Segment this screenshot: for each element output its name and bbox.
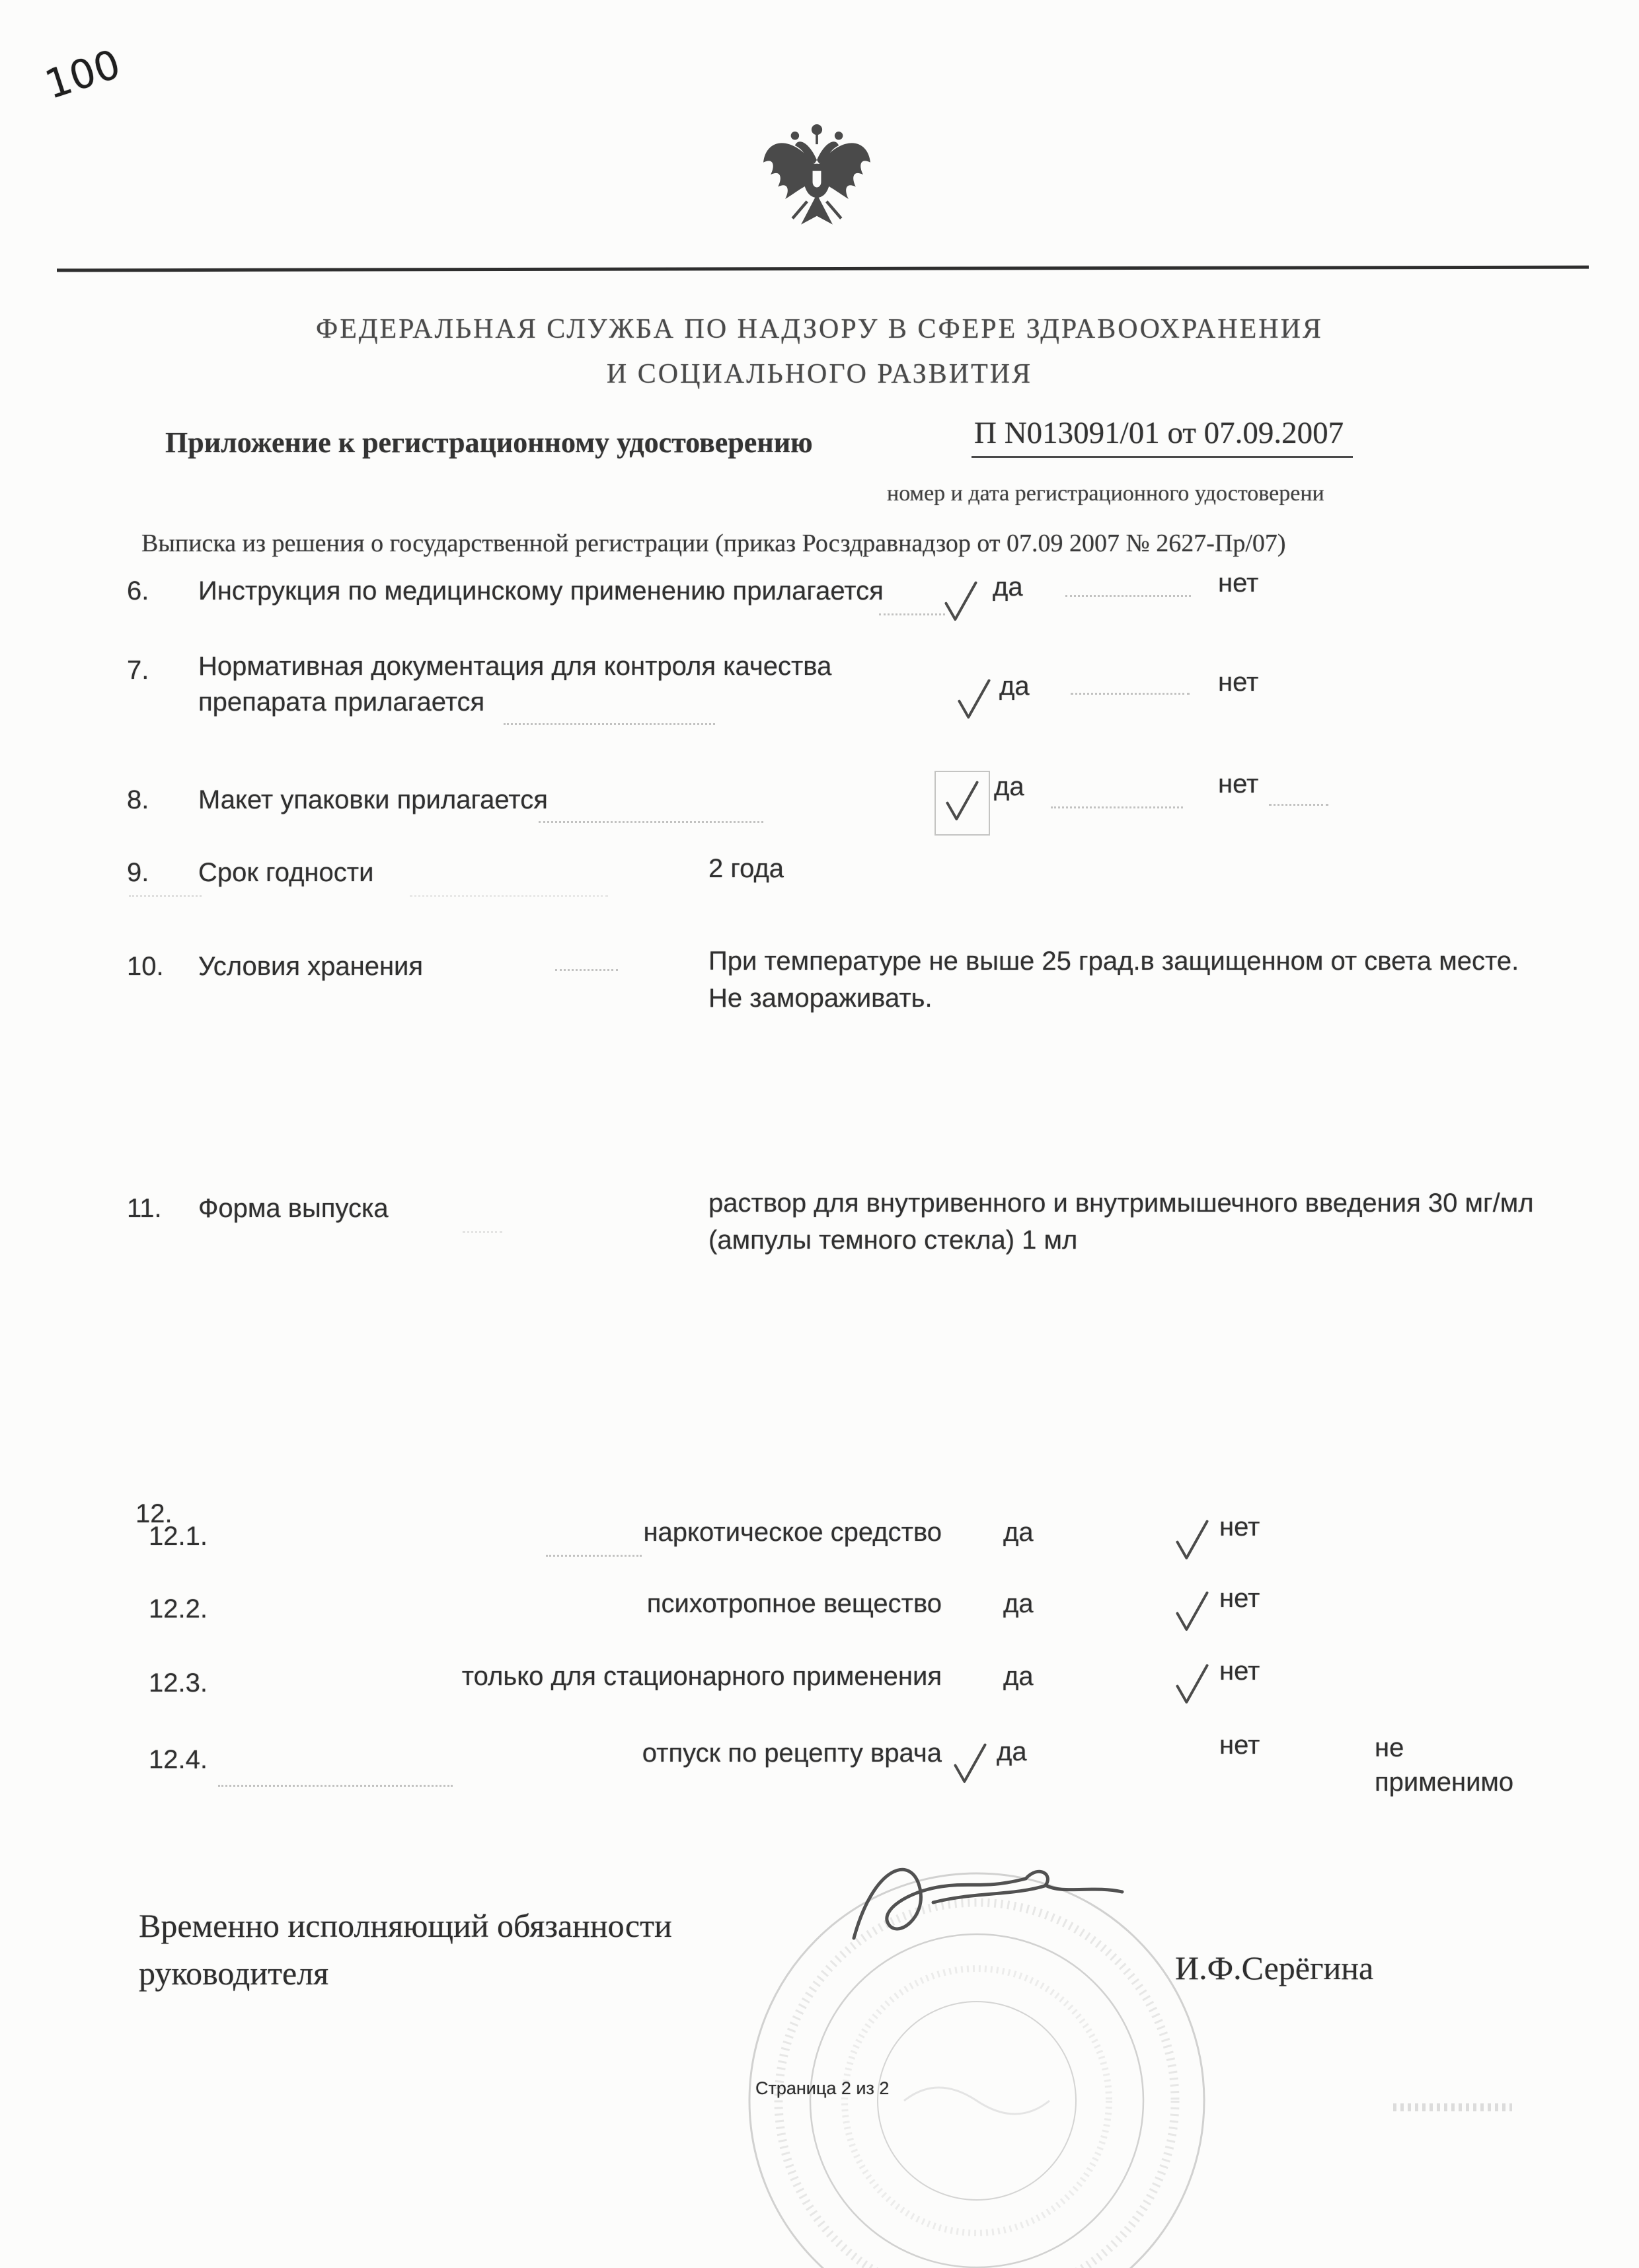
dotted-line (1269, 804, 1328, 806)
dotted-line (1071, 693, 1190, 695)
item-9-value: 2 года (708, 854, 784, 883)
handwritten-page-number: 100 (39, 41, 126, 108)
dotted-line (410, 895, 608, 897)
item-8-label: Макет упаковки прилагается (198, 785, 548, 814)
item-12-2-number: 12.2. (149, 1594, 208, 1623)
item-12-2-label: психотропное вещество (646, 1589, 942, 1618)
checkmark-icon (945, 780, 979, 824)
dotted-line (555, 969, 618, 971)
item-7-number: 7. (127, 656, 149, 685)
acting-head-line2: руководителя (139, 1955, 329, 1992)
registration-number: П N013091/01 от 07.09.2007 (972, 415, 1353, 458)
state-emblem-eagle-icon (756, 120, 878, 231)
dotted-line (1051, 806, 1183, 808)
item-12-2-no-label: нет (1219, 1584, 1260, 1613)
item-12-1-no-label: нет (1219, 1512, 1260, 1542)
checkmark-icon (944, 580, 978, 624)
signer-name: И.Ф.Серёгина (1175, 1949, 1374, 1986)
signature (827, 1839, 1158, 1991)
item-12-4-na-line1: не (1375, 1733, 1404, 1762)
item-11-value-line2: (ампулы темного стекла) 1 мл (708, 1226, 1078, 1255)
item-6-yes-label: да (993, 572, 1023, 602)
item-7-no-label: нет (1218, 668, 1259, 697)
dotted-line (879, 613, 945, 615)
item-7-label-line1: Нормативная документация для контроля качества (198, 652, 832, 681)
item-12-3-no-label: нет (1219, 1657, 1260, 1686)
item-12-3-label: только для стационарного применения (461, 1662, 942, 1691)
item-12-4-na-line2: применимо (1375, 1768, 1514, 1797)
item-11-number: 11. (127, 1194, 162, 1223)
checkmark-icon (957, 678, 991, 722)
item-12-1-label: наркотическое средство (643, 1518, 942, 1547)
item-6-number: 6. (127, 576, 149, 606)
agency-name-line1: ФЕДЕРАЛЬНАЯ СЛУЖБА ПО НАДЗОРУ В СФЕРЕ ЗДРАВООХРАНЕНИЯ (316, 314, 1323, 344)
dotted-line (539, 821, 763, 823)
registration-number-caption: номер и дата регистрационного удостоверени (887, 481, 1324, 506)
item-12-1-yes-label: да (1003, 1518, 1034, 1547)
item-12-3-yes-label: да (1003, 1662, 1034, 1691)
dotted-line (129, 895, 202, 897)
item-12-3-number: 12.3. (149, 1668, 208, 1698)
checkmark-icon (1175, 1519, 1209, 1563)
dotted-line (504, 723, 715, 725)
checkmark-icon (1175, 1590, 1209, 1634)
item-8-number: 8. (127, 785, 149, 814)
item-8-yes-label: да (994, 772, 1024, 801)
appendix-title: Приложение к регистрационному удостоверению (165, 426, 813, 459)
item-8-no-label: нет (1218, 769, 1259, 799)
item-9-number: 9. (127, 858, 149, 887)
item-6-label: Инструкция по медицинскому применению прилагается (198, 576, 884, 606)
dotted-line (1065, 595, 1191, 597)
item-12-4-number: 12.4. (149, 1745, 208, 1774)
item-12-4-no-label: нет (1219, 1731, 1260, 1760)
agency-name-line2: И СОЦИАЛЬНОГО РАЗВИТИЯ (606, 359, 1033, 389)
item-7-yes-label: да (999, 672, 1030, 701)
scan-artifact (1393, 2103, 1512, 2111)
extract-statement: Выписка из решения о государственной регистрации (приказ Росздравнадзор от 07.09 2007 № 2627-Пр/07) (141, 529, 1286, 557)
item-10-value-line1: При температуре не выше 25 град.в защищенном от света месте. (708, 947, 1519, 976)
dotted-line (218, 1785, 453, 1787)
checkmark-icon (953, 1742, 987, 1786)
item-12-1-number: 12.1. (149, 1522, 208, 1551)
item-10-value-line2: Не замораживать. (708, 984, 933, 1013)
item-12-4-label: отпуск по рецепту врача (642, 1739, 942, 1768)
acting-head-line1: Временно исполняющий обязанности (139, 1907, 672, 1944)
item-12-2-yes-label: да (1003, 1589, 1034, 1618)
dotted-line (463, 1231, 502, 1233)
item-12-number: 12. (135, 1499, 172, 1528)
item-9-label: Срок годности (198, 858, 374, 887)
item-6-no-label: нет (1218, 568, 1259, 598)
dotted-line (546, 1555, 642, 1557)
checkmark-icon (1175, 1663, 1209, 1707)
item-12-4-yes-label: да (997, 1737, 1027, 1766)
item-11-value-line1: раствор для внутривенного и внутримышечного введения 30 мг/мл (708, 1189, 1534, 1218)
item-10-label: Условия хранения (198, 952, 424, 981)
item-10-number: 10. (127, 952, 164, 981)
page-number-label: Страница 2 из 2 (755, 2078, 890, 2098)
horizontal-divider (57, 266, 1589, 272)
item-11-label: Форма выпуска (198, 1194, 389, 1223)
item-7-label-line2: препарата прилагается (198, 687, 485, 717)
